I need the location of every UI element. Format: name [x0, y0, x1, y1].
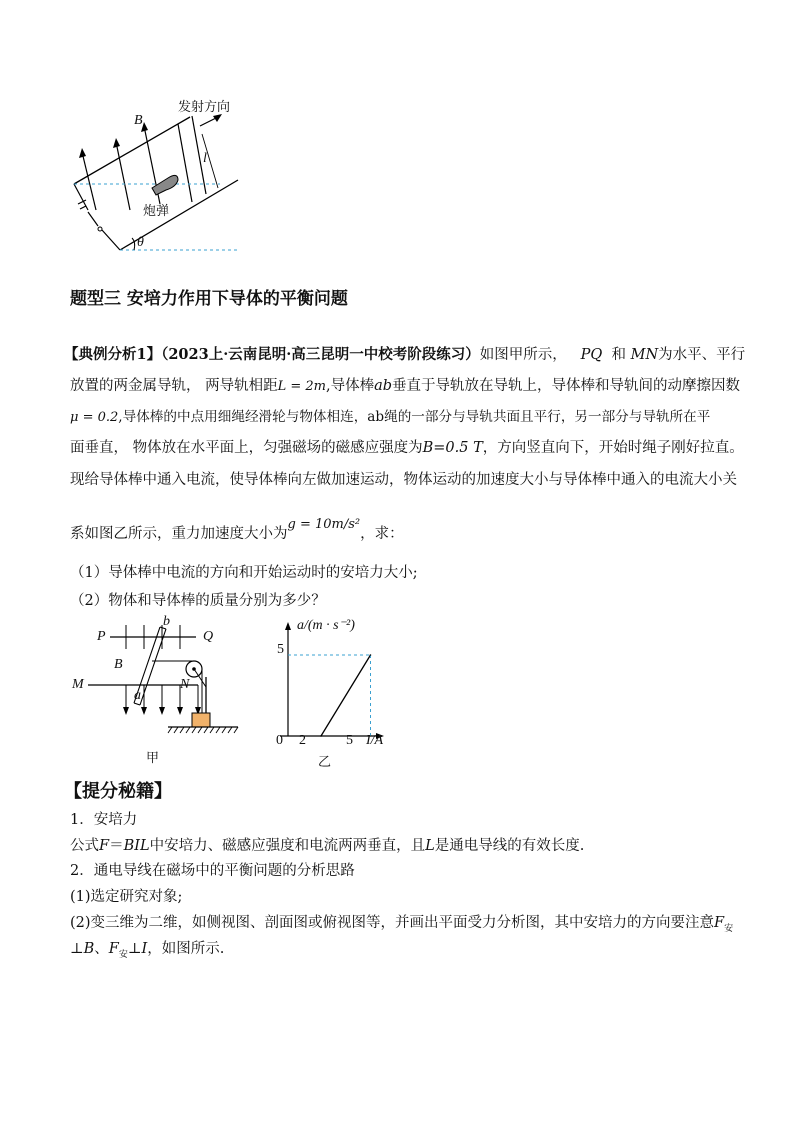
example-line-2 [70, 376, 740, 397]
text: ⊥ [127, 941, 142, 957]
symbol-f: F [108, 941, 119, 957]
yi-x-tick-5: 5 [346, 733, 353, 748]
fig-top-theta-label: θ [137, 235, 144, 250]
text: 为水平、平行 [658, 347, 746, 363]
text: 中安培力、磁感应强度和电流两两垂直，且 [149, 838, 426, 854]
text: ，方向竖直向下，开始时绳子刚好拉直。 [482, 440, 744, 456]
jia-label-b-field: B [114, 657, 123, 672]
example-line-3 [70, 407, 710, 428]
question-1: （1）导体棒中电流的方向和开始运动时的安培力大小; [70, 565, 418, 581]
example-line-4 [70, 438, 744, 458]
symbol-b: B [83, 941, 95, 957]
jia-label-m: M [72, 677, 84, 692]
text: 、 [94, 941, 109, 957]
figure-yi [270, 618, 390, 748]
text: 公式 [70, 838, 99, 854]
question-2: （2）物体和导体棒的质量分别为多少？ [70, 593, 326, 609]
tips-p2 [70, 836, 584, 856]
subscript: 安 [724, 923, 734, 934]
example-line-1 [64, 345, 745, 365]
text: 放置的两金属导轨， 两导轨相距 [70, 378, 278, 394]
data-point [320, 735, 322, 737]
eq-l: L = 2m [277, 379, 326, 394]
example-tag: 【典例分析1】 [64, 346, 162, 363]
yi-x-tick-2: 2 [299, 733, 306, 748]
jia-label-a: a [134, 688, 141, 703]
tips-p4: (1)选定研究对象; [70, 889, 183, 905]
text: ＝ [109, 838, 124, 854]
symbol-l: L [425, 838, 435, 854]
eq-g: g = 10m/s² [287, 517, 361, 532]
example-line-6 [70, 517, 404, 545]
symbol-f: F [714, 915, 725, 931]
eq-mu: μ = 0.2 [70, 410, 119, 425]
data-line [321, 655, 371, 736]
yi-x-label: I/A [366, 733, 384, 748]
railgun-figure [60, 92, 260, 262]
text: 如图甲所示， [479, 347, 567, 363]
subscript: 安 [118, 949, 128, 960]
section-heading: 题型三 安培力作用下导体的平衡问题 [70, 289, 348, 309]
example-source: （2023上·云南昆明·高三昆明一中校考阶段练习） [161, 346, 480, 363]
data-point [370, 654, 372, 656]
text: 和 [611, 347, 626, 363]
jia-label-p: P [97, 629, 106, 644]
symbol-mn: MN [630, 347, 659, 363]
text: ，求： [360, 526, 404, 542]
text: ⊥ [70, 941, 84, 957]
fig-top-shell-label: 炮弹 [143, 204, 170, 219]
yi-origin: 0 [276, 733, 283, 748]
example-line-5: 现给导体棒中通入电流，使导体棒向左做加速运动，物体运动的加速度大小与导体棒中通入的电流大小关 [70, 472, 737, 488]
symbol-bil: BIL [123, 838, 150, 854]
jia-caption: 甲 [146, 751, 160, 766]
yi-y-label: a/(m · s⁻²) [297, 618, 355, 633]
text: 面垂直， 物体放在水平面上，匀强磁场的磁感应强度为 [70, 440, 423, 456]
yi-caption: 乙 [318, 755, 332, 770]
text: ,导体棒 [326, 378, 375, 394]
fig-top-b-label: B [134, 113, 143, 128]
symbol-f: F [99, 838, 110, 854]
text: 是通电导线的有效长度. [434, 838, 585, 854]
yi-y-tick-5: 5 [277, 642, 284, 657]
fig-top-direction-label: 发射方向 [178, 100, 231, 115]
jia-label-b-rod: b [163, 614, 170, 629]
symbol-i: I [141, 941, 148, 957]
text: 垂直于导轨放在导轨上，导体棒和导轨间的动摩擦因数 [392, 378, 741, 394]
text: (2)变三维为二维，如侧视图、剖面图或俯视图等，并画出平面受力分析图，其中安培力的方向要注意 [70, 915, 715, 931]
jia-label-q: Q [203, 629, 214, 644]
text: ，如图所示. [147, 941, 225, 957]
symbol-ab: ab [374, 378, 393, 394]
tips-title: 【提分秘籍】 [64, 781, 172, 802]
eq-b: B=0.5 T [422, 440, 483, 456]
jia-label-n: N [180, 677, 190, 692]
tips-p5 [70, 913, 733, 939]
fig-top-l-label: l [203, 151, 207, 166]
text: ,导体棒的中点用细绳经滑轮与物体相连，ab绳的一部分与导轨共面且平行，另一部分与导轨所在平 [118, 409, 711, 425]
tips-p3: 2．通电导线在磁场中的平衡问题的分析思路 [70, 863, 355, 879]
figure-yi-chart [270, 618, 390, 748]
symbol-pq: PQ [580, 347, 603, 363]
text: 系如图乙所示，重力加速度大小为 [70, 526, 288, 542]
tips-p6 [70, 939, 224, 965]
railgun-diagram [60, 92, 260, 262]
tips-p1: 1．安培力 [70, 812, 138, 828]
